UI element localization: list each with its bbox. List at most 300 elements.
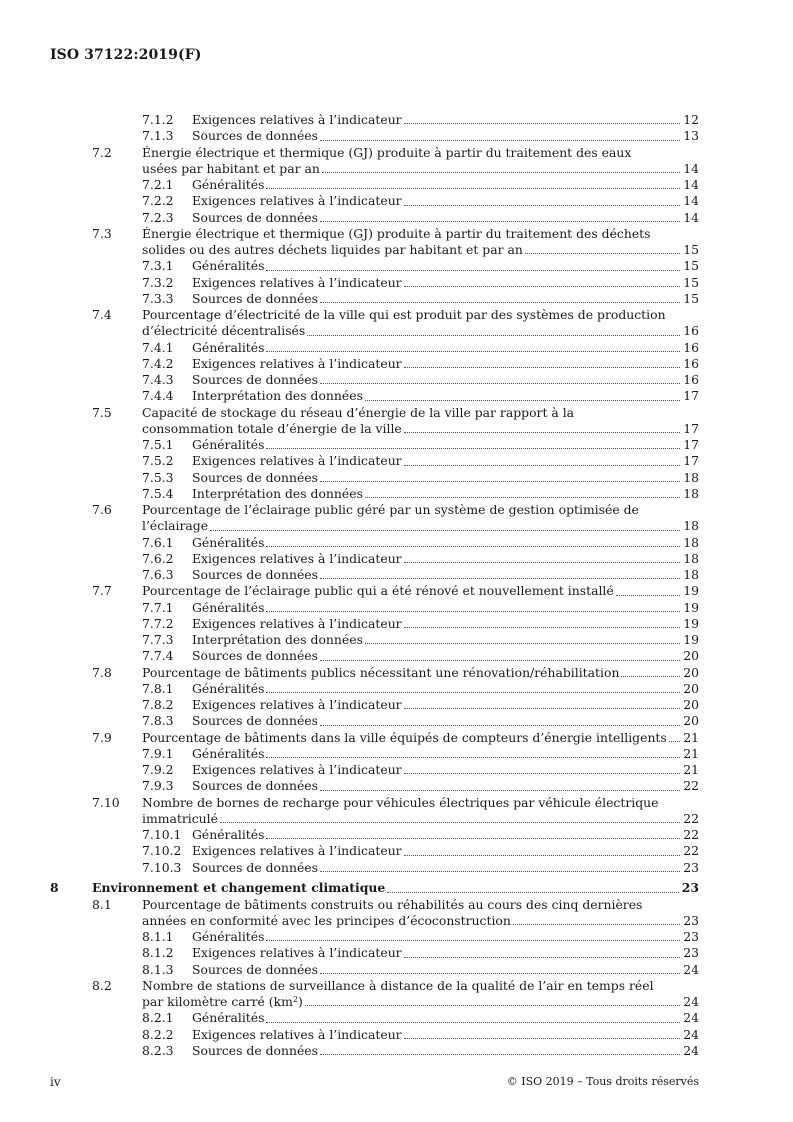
toc-entry-title-text: Sources de données: [192, 713, 318, 729]
toc-entry-title-text: Généralités: [192, 534, 265, 550]
toc-entry-title: Pourcentage d’électricité de la ville qui est produit par des systèmes de production: [142, 307, 666, 322]
toc-entry-title-text: Sources de données: [192, 567, 318, 582]
toc-entry[interactable]: [50, 1043, 699, 1059]
toc-entry-title-text: Interprétation des données: [192, 485, 363, 501]
dot-leader: [365, 497, 680, 498]
dot-leader: [266, 188, 680, 189]
toc-entry-title-text: immatriculé: [142, 810, 218, 826]
toc-entry-page: 23: [683, 859, 699, 875]
toc-entry-title-text: usées par habitant et par an: [142, 160, 320, 176]
toc-entry-number: 7.9.3: [142, 778, 174, 794]
document-header: ISO 37122:2019(F): [50, 47, 202, 63]
toc-entry-number: 7.10.1: [142, 827, 182, 842]
toc-entry[interactable]: [50, 945, 699, 961]
toc-entry-number: 7.5: [92, 404, 112, 420]
dot-leader: [266, 940, 680, 941]
toc-entry-title-text: Généralités: [192, 827, 265, 842]
toc-entry-number: 7.7.2: [142, 615, 174, 631]
dot-leader: [266, 546, 680, 547]
toc-entry-number: 7.5.3: [142, 469, 174, 485]
toc-entry-number: 7.2.3: [142, 209, 174, 225]
toc-entry-title: [192, 681, 264, 697]
toc-entry-number: 7.3: [92, 225, 112, 241]
superscript: 2: [292, 995, 298, 1005]
toc-entry-page: 17: [683, 388, 699, 404]
toc-entry-title-line: [50, 307, 699, 323]
dot-leader: [266, 351, 680, 352]
toc-entry-number: 7.9.2: [142, 762, 174, 777]
toc-entry[interactable]: [50, 600, 699, 616]
toc-entry-number: 7.5.1: [142, 437, 174, 452]
toc-entry-title: [92, 880, 385, 896]
toc-entry-title-text: Sources de données: [192, 778, 318, 794]
dot-leader: [320, 790, 680, 791]
toc-entry-number: 7.8.2: [142, 697, 174, 712]
toc-entry-number: 7.5.2: [142, 453, 174, 469]
toc-entry-title-text: Exigences relatives à l’indicateur: [192, 615, 402, 631]
toc-entry[interactable]: [50, 470, 699, 486]
toc-entry-page: 24: [683, 1010, 699, 1026]
dot-leader: [320, 221, 680, 222]
toc-entry-number: 7.9.1: [142, 745, 174, 761]
dot-leader: [266, 448, 680, 449]
toc-entry-page: 19: [683, 583, 699, 599]
toc-entry-title: [192, 275, 402, 291]
dot-leader: [365, 643, 680, 644]
toc-entry[interactable]: [50, 372, 699, 388]
toc-entry-title: Énergie électrique et thermique (GJ) produite à partir du traitement des eaux: [142, 144, 632, 160]
toc-entry-title-text: Généralités: [192, 599, 265, 615]
toc-entry-title: [142, 323, 305, 339]
toc-entry-title-text: Interprétation des données: [192, 388, 363, 404]
toc-entry[interactable]: [50, 437, 699, 453]
toc-entry-title: [192, 112, 402, 128]
toc-entry-title: [142, 665, 619, 681]
toc-entry-title: [192, 945, 402, 961]
toc-entry[interactable]: [50, 112, 699, 128]
toc-entry-title: [192, 486, 363, 502]
toc-entry-page: 17: [683, 453, 699, 469]
toc-entry-title: [192, 827, 264, 843]
toc-entry[interactable]: [50, 177, 699, 193]
toc-entry-page: 16: [683, 372, 699, 387]
toc-entry-title: [192, 713, 318, 729]
toc-entry-title: [192, 843, 402, 859]
dot-leader: [266, 757, 680, 758]
toc-entry-number: 7.10: [92, 794, 120, 810]
toc-entry-title: [192, 258, 264, 274]
toc-entry-title: Pourcentage de bâtiments construits ou réhabilités au cours des cinq dernières: [142, 896, 643, 912]
toc-entry-page: 12: [683, 112, 699, 127]
table-of-contents: [50, 112, 699, 1059]
toc-entry-number: 7.3.2: [142, 274, 174, 290]
toc-entry-number: 7.1.2: [142, 112, 174, 127]
toc-entry[interactable]: [50, 388, 699, 404]
toc-entry-number: 8: [50, 880, 59, 896]
toc-entry-number: 8.1.2: [142, 945, 174, 961]
toc-entry-number: 8.1.1: [142, 929, 174, 945]
toc-entry-page: 24: [683, 1042, 699, 1058]
toc-entry-page: 23: [681, 880, 699, 896]
dot-leader: [404, 286, 680, 287]
dot-leader: [266, 838, 680, 839]
toc-entry-title-text: Sources de données: [192, 859, 318, 875]
toc-entry-number: 7.7.1: [142, 599, 174, 615]
toc-entry-title: [192, 962, 318, 978]
toc-entry-number: 7.4.4: [142, 388, 174, 404]
dot-leader: [320, 481, 680, 482]
dot-leader: [404, 627, 680, 628]
toc-entry-title: [192, 1010, 264, 1026]
toc-entry-title-text: Pourcentage de bâtiments dans la ville équipés de compteurs d’énergie intelligents: [142, 729, 667, 745]
dot-leader: [320, 578, 680, 579]
toc-entry-number: 7.6.2: [142, 550, 174, 566]
toc-entry[interactable]: [50, 778, 699, 794]
toc-entry-title-line: [50, 145, 699, 161]
toc-entry-title-text: Sources de données: [192, 961, 318, 977]
toc-entry-title-text: consommation totale d’énergie de la ville: [142, 420, 402, 436]
toc-entry-title-text: Généralités: [192, 929, 265, 945]
dot-leader: [320, 725, 680, 726]
toc-entry-number: 7.3.1: [142, 258, 174, 274]
toc-entry-title: [192, 762, 402, 778]
toc-entry[interactable]: [50, 356, 699, 372]
toc-entry-title-text: Exigences relatives à l’indicateur: [192, 945, 402, 961]
toc-entry-title-text: Exigences relatives à l’indicateur: [192, 697, 402, 712]
toc-entry[interactable]: [50, 258, 699, 274]
toc-entry[interactable]: [50, 697, 699, 713]
toc-entry-title-text: Généralités: [192, 258, 265, 274]
toc-entry[interactable]: [50, 421, 699, 437]
toc-entry-number: 7.6: [92, 502, 112, 517]
toc-entry-page: 16: [683, 355, 699, 371]
toc-entry-page: 20: [683, 664, 699, 680]
toc-entry-title: [192, 470, 318, 486]
toc-entry-number: 7.10.3: [142, 859, 182, 875]
toc-entry-page: 21: [683, 729, 699, 745]
toc-entry[interactable]: [50, 746, 699, 762]
toc-entry[interactable]: [50, 193, 699, 209]
toc-entry-title: [142, 161, 320, 177]
toc-entry-page: 24: [683, 961, 699, 977]
toc-entry-page: 16: [683, 323, 699, 339]
toc-entry-page: 15: [683, 290, 699, 306]
dot-leader: [320, 383, 680, 384]
toc-entry-title: [192, 535, 264, 551]
dot-leader: [404, 465, 680, 466]
toc-entry-title: Nombre de stations de surveillance à distance de la qualité de l’air en temps réel: [142, 977, 654, 993]
toc-entry-page: 14: [683, 160, 699, 176]
toc-entry-title: [192, 616, 402, 632]
toc-entry-title-text: d’électricité décentralisés: [142, 323, 306, 339]
toc-entry-page: 20: [683, 713, 699, 729]
toc-entry-title: [192, 929, 264, 945]
toc-entry[interactable]: [50, 929, 699, 945]
toc-entry-title: [192, 1043, 318, 1059]
toc-entry-title-text: Généralités: [192, 1010, 265, 1026]
toc-entry-title-line: [50, 226, 699, 242]
toc-entry-page: 14: [683, 193, 699, 209]
copyright-notice: © ISO 2019 – Tous droits réservés: [506, 1075, 699, 1088]
dot-leader: [320, 140, 680, 141]
toc-entry-page: 21: [683, 745, 699, 761]
toc-entry[interactable]: [50, 275, 699, 291]
toc-entry-title-text: Généralités: [192, 339, 265, 355]
toc-entry-title-text: Exigences relatives à l’indicateur: [192, 550, 402, 566]
toc-entry-page: 18: [683, 469, 699, 485]
toc-entry[interactable]: [50, 583, 699, 599]
toc-entry-title: [192, 177, 264, 193]
toc-entry-number: 7.3.3: [142, 290, 174, 306]
toc-entry-title-text: Pourcentage de bâtiments publics nécessitant une rénovation/réhabilitation: [142, 664, 620, 680]
toc-entry[interactable]: [50, 860, 699, 876]
toc-entry[interactable]: [50, 518, 699, 534]
toc-entry-title: [142, 242, 523, 258]
dot-leader: [266, 1022, 680, 1023]
toc-entry-title: [142, 994, 303, 1010]
toc-entry[interactable]: [50, 648, 699, 664]
toc-entry-title-text: Généralités: [192, 745, 265, 761]
toc-entry-page: 18: [683, 567, 699, 582]
toc-entry-page: 21: [683, 762, 699, 777]
dot-leader: [669, 741, 680, 742]
toc-entry-page: 19: [683, 615, 699, 631]
toc-entry[interactable]: [50, 632, 699, 648]
dot-leader: [404, 855, 680, 856]
toc-entry-title: Énergie électrique et thermique (GJ) produite à partir du traitement des déchets: [142, 225, 651, 241]
toc-entry[interactable]: [50, 291, 699, 307]
toc-entry-title-text: Exigences relatives à l’indicateur: [192, 355, 402, 371]
toc-entry-title-line: [50, 978, 699, 994]
toc-entry-number: 7.5.4: [142, 485, 174, 501]
dot-leader: [220, 822, 680, 823]
toc-entry[interactable]: [50, 453, 699, 469]
toc-entry-title: [192, 128, 318, 144]
toc-entry-page: 20: [683, 680, 699, 696]
dot-leader: [266, 692, 680, 693]
toc-entry-title-line: [50, 795, 699, 811]
toc-entry-number: 7.6.3: [142, 567, 174, 582]
toc-entry[interactable]: [50, 486, 699, 502]
toc-entry-title: [192, 860, 318, 876]
toc-entry[interactable]: [50, 880, 699, 896]
dot-leader: [210, 530, 680, 531]
toc-entry-title-text: Exigences relatives à l’indicateur: [192, 1026, 402, 1042]
dot-leader: [365, 400, 680, 401]
toc-entry[interactable]: [50, 762, 699, 778]
toc-entry-title: [192, 453, 402, 469]
toc-entry-page: 20: [683, 697, 699, 712]
toc-entry[interactable]: [50, 994, 699, 1010]
toc-entry-number: 7.9: [92, 729, 112, 745]
toc-entry-title-text: Exigences relatives à l’indicateur: [192, 453, 402, 469]
toc-entry[interactable]: [50, 681, 699, 697]
dot-leader: [322, 172, 680, 173]
toc-entry-page: 24: [683, 1026, 699, 1042]
toc-entry-title: [142, 518, 208, 534]
toc-entry[interactable]: [50, 811, 699, 827]
toc-entry-title: [142, 811, 218, 827]
toc-entry-title: [192, 600, 264, 616]
toc-entry-title-text: par kilomètre carré (km: [142, 994, 293, 1010]
toc-entry-title: [192, 697, 402, 713]
toc-entry-number: 7.4.3: [142, 372, 174, 387]
toc-entry-number: 8.1.3: [142, 961, 174, 977]
toc-entry[interactable]: [50, 567, 699, 583]
toc-entry-title: Capacité de stockage du réseau d’énergie de la ville par rapport à la: [142, 404, 575, 420]
toc-entry-title-text: l’éclairage: [142, 518, 209, 534]
toc-entry-title: [142, 421, 402, 437]
dot-leader: [404, 773, 680, 774]
dot-leader: [307, 335, 680, 336]
dot-leader: [404, 957, 680, 958]
toc-entry[interactable]: [50, 1027, 699, 1043]
toc-entry-page: 14: [683, 209, 699, 225]
toc-entry-title-text: Généralités: [192, 177, 265, 192]
toc-entry[interactable]: [50, 323, 699, 339]
dot-leader: [320, 871, 680, 872]
toc-entry-title-text: Pourcentage de l’éclairage public qui a été rénové et nouvellement installé: [142, 583, 614, 599]
dot-leader: [616, 595, 680, 596]
toc-entry-title: [142, 913, 511, 929]
toc-entry-title: [192, 193, 402, 209]
toc-entry-page: 15: [683, 258, 699, 274]
toc-entry[interactable]: [50, 913, 699, 929]
toc-entry-title-text: Exigences relatives à l’indicateur: [192, 193, 402, 209]
dot-leader: [513, 924, 680, 925]
toc-entry-title: [192, 551, 402, 567]
dot-leader: [621, 676, 680, 677]
toc-entry-title-text: Exigences relatives à l’indicateur: [192, 274, 402, 290]
toc-entry-number: 7.10.2: [142, 843, 182, 859]
toc-entry[interactable]: [50, 730, 699, 746]
toc-entry-title-text: Sources de données: [192, 128, 318, 144]
toc-entry[interactable]: [50, 340, 699, 356]
toc-entry-title: [192, 437, 264, 453]
toc-entry-number: 8.2.2: [142, 1026, 174, 1042]
toc-entry-page: 22: [683, 843, 699, 859]
toc-entry-page: 15: [683, 242, 699, 257]
toc-entry-number: 7.2: [92, 144, 112, 160]
toc-entry-page: 18: [683, 518, 699, 534]
page-number: iv: [50, 1075, 61, 1089]
toc-entry-title-text: Sources de données: [192, 209, 318, 225]
toc-entry-number: 8.2.1: [142, 1010, 174, 1026]
dot-leader: [404, 1038, 680, 1039]
dot-leader: [320, 302, 680, 303]
toc-entry-title-text: Exigences relatives à l’indicateur: [192, 843, 402, 859]
toc-entry[interactable]: [50, 713, 699, 729]
toc-entry-number: 8.1: [92, 896, 112, 912]
toc-entry-title: [192, 356, 402, 372]
toc-entry[interactable]: [50, 665, 699, 681]
toc-entry-title-suffix: ): [297, 994, 303, 1010]
toc-entry-title: [192, 340, 264, 356]
toc-entry-title-text: Exigences relatives à l’indicateur: [192, 762, 402, 777]
toc-entry-title-text: Sources de données: [192, 648, 318, 664]
toc-entry[interactable]: [50, 1010, 699, 1026]
toc-entry-title: Pourcentage de l’éclairage public géré par un système de gestion optimisée de: [142, 502, 639, 517]
toc-entry[interactable]: [50, 843, 699, 859]
toc-entry-page: 16: [683, 339, 699, 355]
toc-entry-page: 23: [683, 945, 699, 961]
dot-leader: [305, 1005, 680, 1006]
toc-entry-title-text: Interprétation des données: [192, 632, 363, 647]
toc-entry-number: 7.4: [92, 307, 112, 322]
toc-entry-title-text: Exigences relatives à l’indicateur: [192, 112, 402, 127]
toc-entry-title: [192, 746, 264, 762]
toc-entry-page: 24: [683, 994, 699, 1010]
toc-entry[interactable]: [50, 210, 699, 226]
toc-entry-number: 7.4.1: [142, 339, 174, 355]
toc-entry[interactable]: [50, 962, 699, 978]
toc-entry[interactable]: [50, 827, 699, 843]
dot-leader: [404, 205, 680, 206]
toc-entry-title: [142, 730, 667, 746]
toc-entry[interactable]: [50, 128, 699, 144]
toc-entry[interactable]: [50, 551, 699, 567]
toc-entry-page: 22: [683, 778, 699, 794]
toc-entry-number: 7.8: [92, 664, 112, 680]
toc-entry-title: [192, 567, 318, 583]
toc-entry-page: 17: [683, 437, 699, 452]
toc-entry-title: [192, 210, 318, 226]
toc-entry-page: 18: [683, 534, 699, 550]
dot-leader: [404, 123, 680, 124]
toc-entry-title-text: Sources de données: [192, 290, 318, 306]
toc-entry[interactable]: [50, 242, 699, 258]
dot-leader: [404, 562, 680, 563]
toc-entry-page: 15: [683, 274, 699, 290]
toc-entry-title-text: Généralités: [192, 437, 265, 452]
toc-entry[interactable]: [50, 535, 699, 551]
dot-leader: [404, 432, 680, 433]
toc-entry-title-text: Généralités: [192, 680, 265, 696]
toc-entry-number: 7.8.3: [142, 713, 174, 729]
toc-entry-number: 7.2.2: [142, 193, 174, 209]
toc-entry-title-text: solides ou des autres déchets liquides par habitant et par an: [142, 242, 523, 257]
toc-entry-title-text: années en conformité avec les principes d’écoconstruction: [142, 912, 511, 928]
dot-leader: [266, 270, 680, 271]
toc-entry-page: 22: [683, 827, 699, 842]
dot-leader: [320, 1054, 680, 1055]
toc-entry-number: 7.6.1: [142, 534, 174, 550]
toc-entry-title-text: Environnement et changement climatique: [92, 880, 386, 896]
toc-entry[interactable]: [50, 616, 699, 632]
toc-entry-number: 7.7.4: [142, 648, 174, 664]
toc-entry-page: 17: [683, 420, 699, 436]
toc-entry-number: 7.8.1: [142, 680, 174, 696]
toc-entry-number: 7.4.2: [142, 355, 174, 371]
toc-entry-page: 23: [683, 929, 699, 945]
toc-entry-page: 20: [683, 648, 699, 664]
toc-entry-page: 19: [683, 599, 699, 615]
dot-leader: [525, 253, 680, 254]
toc-entry-title: [192, 632, 363, 648]
toc-entry-page: 22: [683, 810, 699, 826]
dot-leader: [404, 367, 680, 368]
toc-entry-page: 14: [683, 177, 699, 192]
toc-entry-title-line: [50, 897, 699, 913]
dot-leader: [387, 892, 678, 893]
toc-entry-title: [192, 372, 318, 388]
dot-leader: [320, 973, 680, 974]
toc-entry-number: 8.2: [92, 977, 112, 993]
toc-entry[interactable]: [50, 161, 699, 177]
toc-entry-number: 7.7.3: [142, 632, 174, 647]
toc-entry-title: Nombre de bornes de recharge pour véhicules électriques par véhicule électrique: [142, 794, 659, 810]
dot-leader: [266, 611, 680, 612]
